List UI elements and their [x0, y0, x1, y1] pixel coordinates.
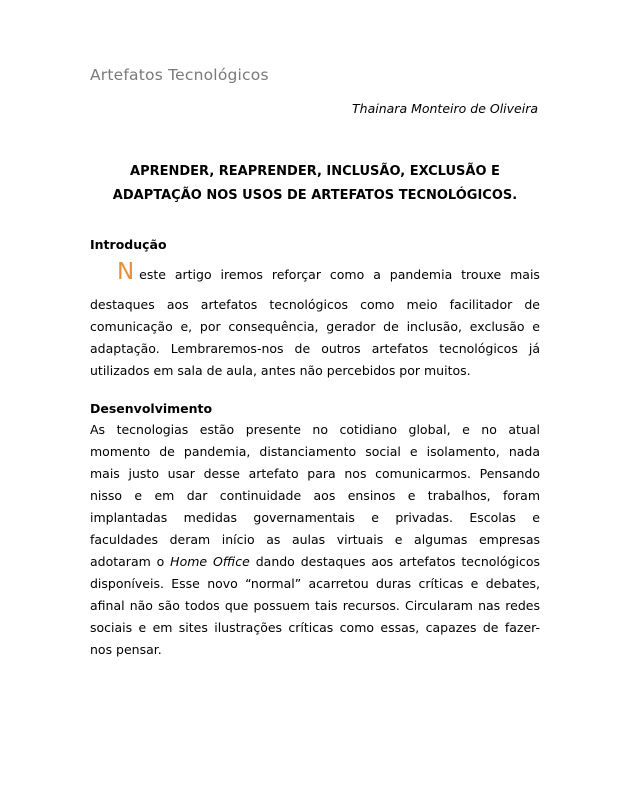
development-line: As tecnologias estão presente no cotidiano global, e no atual — [90, 422, 540, 437]
line-text: adotaram o — [90, 554, 171, 569]
development-line-home-office — [90, 554, 540, 570]
line-text: dando destaques aos artefatos tecnológicos — [249, 554, 540, 569]
intro-first-line — [117, 260, 540, 284]
development-heading: Desenvolvimento — [90, 401, 213, 416]
header-title: Artefatos Tecnológicos — [90, 66, 269, 84]
development-line: faculdades deram início as aulas virtuais e algumas empresas — [90, 532, 540, 547]
word: reforçar — [271, 267, 321, 282]
development-line: disponíveis. Esse novo “normal” acarretou duras críticas e debates, — [90, 576, 540, 591]
intro-heading: Introdução — [90, 237, 167, 252]
development-line: momento de pandemia, distanciamento social e isolamento, nada — [90, 444, 540, 459]
author-name: Thainara Monteiro de Oliveira — [352, 101, 538, 116]
word: artigo — [174, 267, 212, 282]
development-line: nisso e em dar continuidade aos ensinos e trabalhos, foram — [90, 488, 540, 503]
word: a — [373, 267, 381, 282]
intro-line: comunicação e, por consequência, gerador de inclusão, exclusão e — [90, 319, 540, 334]
development-line: mais justo usar desse artefato para nos comunicarmos. Pensando — [90, 466, 540, 481]
word: pandemia — [389, 267, 453, 282]
development-line: nos pensar. — [90, 642, 162, 657]
intro-line: utilizados em sala de aula, antes não percebidos por muitos. — [90, 363, 471, 378]
development-line: implantadas medidas governamentais e privadas. Escolas e — [90, 510, 540, 525]
main-title-line-1: APRENDER, REAPRENDER, INCLUSÃO, EXCLUSÃO E — [130, 164, 500, 179]
development-line: afinal não são todos que possuem tais recursos. Circularam nas redes — [90, 598, 540, 613]
development-line: sociais e em sites ilustrações críticas como essas, capazes de fazer- — [90, 620, 540, 635]
home-office-italic: Home Office — [170, 554, 250, 569]
word: mais — [510, 267, 540, 282]
intro-line: destaques aos artefatos tecnológicos como meio facilitador de — [90, 297, 540, 312]
intro-line: adaptação. Lembraremos-nos de outros artefatos tecnológicos já — [90, 341, 540, 356]
word: este — [139, 267, 166, 282]
drop-cap: N — [117, 259, 135, 285]
word: como — [329, 267, 365, 282]
word: trouxe — [461, 267, 502, 282]
main-title-line-2: ADAPTAÇÃO NOS USOS DE ARTEFATOS TECNOLÓGICOS. — [112, 188, 518, 203]
word: iremos — [220, 267, 263, 282]
